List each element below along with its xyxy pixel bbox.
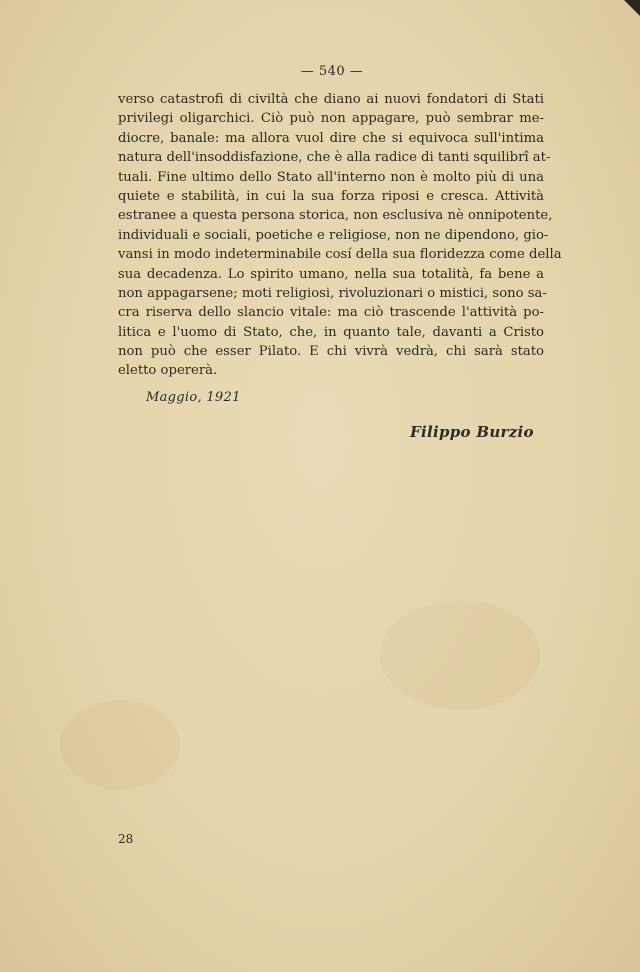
- text-line: non appagarsene; moti religiosi, rivoluzionari o mistici, sono sa-: [118, 285, 547, 301]
- text-line: sua decadenza. Lo spirito umano, nella sua totalità, fa bene a: [118, 266, 544, 282]
- author-signature: Filippo Burzio: [410, 423, 534, 441]
- date-line: Maggio, 1921: [146, 390, 241, 405]
- body-text: [118, 90, 562, 381]
- page-corner-fold: [624, 0, 640, 16]
- text-line: diocre, banale: ma allora vuol dire che si equivoca sull'intima: [118, 130, 544, 146]
- page-number: — 540 —: [300, 64, 364, 79]
- text-line: eletto opererà.: [118, 363, 218, 379]
- text-line: vansi in modo indeterminabile cosí della sua floridezza come della: [118, 247, 562, 263]
- text-line: non può che esser Pilato. E chi vivrà vedrà, chi sarà stato: [118, 344, 544, 360]
- text-line: litica e l'uomo di Stato, che, in quanto tale, davanti a Cristo: [118, 324, 544, 340]
- paper-stain: [380, 600, 540, 710]
- text-line: verso catastrofi di civiltà che diano ai nuovi fondatori di Stati: [118, 92, 544, 107]
- text-line: quiete e stabilità, in cui la sua forza riposi e cresca. Attività: [118, 188, 544, 204]
- signature-mark: 28: [118, 832, 134, 846]
- text-line: individuali e sociali, poetiche e religiose, non ne dipendono, gio-: [118, 227, 549, 243]
- text-line: natura dell'insoddisfazione, che è alla radice di tanti squilibrî at-: [118, 150, 551, 166]
- text-line: cra riserva dello slancio vitale: ma ciò trascende l'attività po-: [118, 305, 544, 321]
- text-line: estranee a questa persona storica, non esclusiva nè onnipotente,: [118, 208, 553, 224]
- paper-stain: [60, 700, 180, 790]
- text-line: tuali. Fine ultimo dello Stato all'interno non è molto più di una: [118, 169, 544, 185]
- text-line: privilegi oligarchici. Ciò può non appagare, può sembrar me-: [118, 111, 544, 127]
